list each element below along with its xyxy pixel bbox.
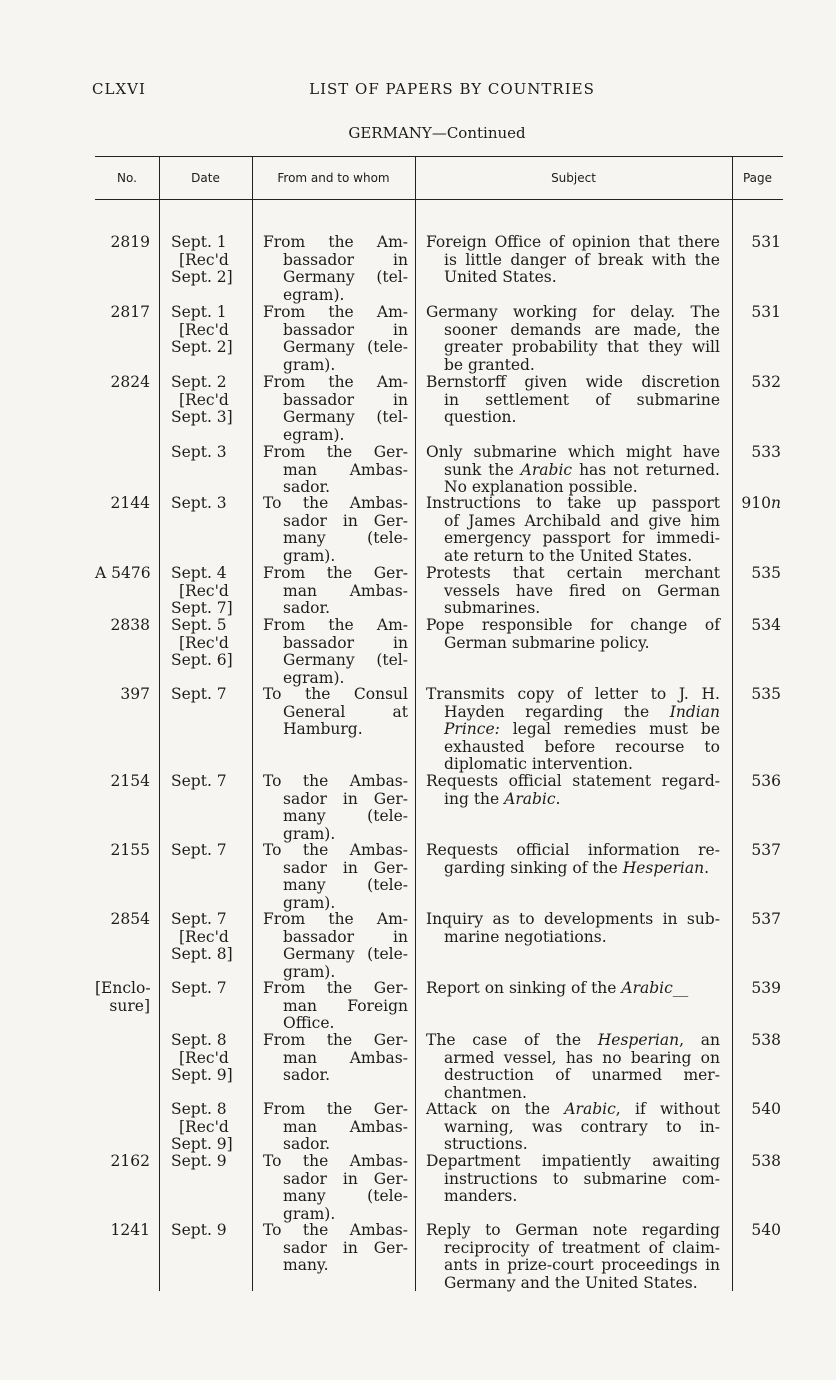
paper-page: 540 bbox=[751, 1221, 781, 1239]
paper-from-to-line: man Ambas- bbox=[283, 581, 408, 600]
paper-subject bbox=[426, 304, 720, 374]
paper-from-to-line: sador. bbox=[283, 1066, 331, 1084]
paper-date-line: Sept. 7 bbox=[171, 910, 227, 928]
paper-number bbox=[95, 980, 150, 1015]
paper-date-line: [Rec'd bbox=[179, 250, 229, 269]
paper-subject-line: ants in prize-court proceedings in bbox=[444, 1256, 721, 1274]
running-head bbox=[92, 80, 782, 102]
paper-from-to-line: From the Am- bbox=[263, 233, 408, 251]
paper-number bbox=[95, 374, 150, 392]
paper-date-line: [Rec'd bbox=[179, 1117, 229, 1136]
paper-from-to-line: sador. bbox=[283, 1135, 331, 1153]
paper-from-to bbox=[263, 842, 408, 912]
paper-from-to-line: Germany (tele- bbox=[283, 945, 408, 963]
paper-subject-line: submarines. bbox=[444, 599, 541, 617]
paper-from-to-line: Hamburg. bbox=[283, 720, 363, 738]
paper-subject bbox=[426, 1222, 720, 1292]
paper-subject-line: Reply to German note regarding bbox=[426, 1221, 720, 1239]
paper-subject-line: Foreign Office of opinion that there bbox=[426, 233, 720, 251]
paper-from-to-line: gram). bbox=[283, 546, 336, 565]
paper-from-to-line: General at bbox=[283, 702, 408, 721]
paper-from-to-line: bassador in bbox=[283, 633, 408, 652]
paper-from-to bbox=[263, 1101, 408, 1154]
paper-date-line: Sept. 4 bbox=[171, 564, 227, 582]
paper-subject bbox=[426, 234, 720, 287]
paper-subject bbox=[426, 686, 720, 774]
paper-from-to-line: sador in Ger- bbox=[283, 511, 408, 530]
paper-number-line: 2162 bbox=[110, 1152, 150, 1170]
paper-from-to-line: gram). bbox=[283, 1204, 336, 1223]
paper-number-line: 2155 bbox=[110, 841, 150, 859]
paper-date-line: [Rec'd bbox=[179, 581, 229, 600]
paper-subject-line: warning, was contrary to in- bbox=[444, 1117, 720, 1136]
paper-page: 539 bbox=[751, 979, 781, 997]
paper-from-to-line: man Ambas- bbox=[283, 1048, 408, 1067]
paper-number bbox=[95, 495, 150, 513]
paper-from-to-line: To the Consul bbox=[263, 685, 408, 703]
paper-subject bbox=[426, 1153, 720, 1206]
column-divider bbox=[415, 156, 416, 1291]
paper-page: 540 bbox=[751, 1100, 781, 1118]
paper-date-line: [Rec'd bbox=[179, 390, 229, 409]
paper-from-to-line: egram). bbox=[283, 285, 345, 304]
paper-subject-line: ate return to the United States. bbox=[444, 546, 693, 565]
paper-subject-line: destruction of unarmed mer- bbox=[444, 1066, 720, 1084]
paper-subject-line: instructions to submarine com- bbox=[444, 1169, 720, 1188]
paper-subject bbox=[426, 617, 720, 652]
paper-from-to bbox=[263, 1032, 408, 1085]
paper-from-to-line: man Ambas- bbox=[283, 1117, 408, 1136]
paper-subject-line: is little danger of break with the bbox=[444, 250, 720, 269]
papers-table bbox=[95, 156, 783, 1291]
paper-from-to-line: many (tele- bbox=[283, 529, 408, 547]
paper-subject-line: chantmen. bbox=[444, 1083, 527, 1102]
paper-subject-line: greater probability that they will bbox=[444, 338, 720, 356]
paper-from-to-line: sador. bbox=[283, 478, 331, 496]
paper-subject-line: manders. bbox=[444, 1187, 518, 1205]
paper-subject bbox=[426, 444, 720, 497]
paper-subject-line: sooner demands are made, the bbox=[444, 320, 720, 339]
paper-date-line: Sept. 8 bbox=[171, 1100, 227, 1118]
paper-date-line: Sept. 1 bbox=[171, 303, 227, 321]
paper-from-to bbox=[263, 234, 408, 304]
page-title: LIST OF PAPERS BY COUNTRIES bbox=[309, 80, 595, 98]
paper-from-to-line: egram). bbox=[283, 425, 345, 444]
paper-number-line: 2819 bbox=[110, 233, 150, 251]
paper-number bbox=[95, 686, 150, 704]
paper-from-to-line: many (tele- bbox=[283, 876, 408, 894]
paper-from-to-line: gram). bbox=[283, 355, 336, 374]
paper-subject bbox=[426, 1032, 720, 1102]
paper-subject-line: structions. bbox=[444, 1135, 528, 1153]
paper-page: 537 bbox=[751, 910, 781, 928]
paper-from-to-line: sador. bbox=[283, 599, 331, 617]
paper-number-line: 2817 bbox=[110, 303, 150, 321]
paper-number-line: 2824 bbox=[110, 373, 150, 391]
paper-subject-line: question. bbox=[444, 408, 517, 426]
paper-subject-line: United States. bbox=[444, 268, 557, 286]
paper-date-line: Sept. 7 bbox=[171, 772, 227, 790]
paper-number bbox=[95, 304, 150, 322]
paper-number-line: [Enclo- bbox=[95, 979, 151, 997]
paper-subject-line: marine negotiations. bbox=[444, 927, 607, 946]
paper-subject-line: vessels have fired on German bbox=[444, 581, 720, 600]
paper-subject-line: Only submarine which might have bbox=[426, 443, 720, 461]
paper-subject-line: ing the Arabic. bbox=[444, 789, 561, 808]
paper-number bbox=[95, 617, 150, 635]
paper-number-line: 2144 bbox=[110, 494, 150, 512]
paper-page: 535 bbox=[751, 564, 781, 582]
paper-subject-line: The case of the Hesperian, an bbox=[426, 1031, 720, 1049]
paper-date-line: Sept. 5 bbox=[171, 616, 227, 634]
paper-from-to-line: sador in Ger- bbox=[283, 789, 408, 808]
paper-from-to bbox=[263, 565, 408, 618]
column-divider bbox=[159, 156, 160, 1291]
paper-page: 531 bbox=[751, 233, 781, 251]
paper-subject-line: exhausted before recourse to bbox=[444, 737, 720, 756]
paper-page: 535 bbox=[751, 685, 781, 703]
paper-from-to-line: Germany (tele- bbox=[283, 338, 408, 356]
paper-subject bbox=[426, 842, 720, 877]
paper-number-line: 2854 bbox=[110, 910, 150, 928]
paper-from-to-line: To the Ambas- bbox=[263, 841, 408, 859]
paper-page: 537 bbox=[751, 841, 781, 859]
paper-number-line: 2838 bbox=[110, 616, 150, 634]
paper-from-to bbox=[263, 374, 408, 444]
paper-from-to-line: Germany (tel- bbox=[283, 268, 408, 286]
paper-from-to bbox=[263, 444, 408, 497]
paper-subject-line: in settlement of submarine bbox=[444, 390, 720, 409]
paper-number bbox=[95, 1153, 150, 1171]
paper-from-to-line: bassador in bbox=[283, 250, 408, 269]
paper-from-to bbox=[263, 911, 408, 981]
paper-date-line: [Rec'd bbox=[179, 1048, 229, 1067]
paper-page: 533 bbox=[751, 443, 781, 461]
paper-subject bbox=[426, 565, 720, 618]
paper-from-to bbox=[263, 686, 408, 739]
paper-subject-line: emergency passport for immedi- bbox=[444, 529, 720, 547]
paper-subject-line: Attack on the Arabic, if without bbox=[426, 1100, 721, 1118]
paper-date-line: Sept. 9 bbox=[171, 1221, 227, 1239]
paper-from-to-line: sador in Ger- bbox=[283, 1169, 408, 1188]
column-header-date: Date bbox=[191, 171, 220, 185]
paper-date-line: [Rec'd bbox=[179, 927, 229, 946]
paper-subject-line: Report on sinking of the Arabic__ bbox=[426, 979, 689, 997]
paper-date-line: Sept. 7] bbox=[171, 599, 233, 617]
paper-from-to-line: sador in Ger- bbox=[283, 1238, 408, 1257]
paper-subject-line: Pope responsible for change of bbox=[426, 616, 720, 634]
paper-page: 532 bbox=[751, 373, 781, 391]
column-header-subject: Subject bbox=[551, 171, 596, 185]
paper-subject-line: Inquiry as to developments in sub- bbox=[426, 910, 720, 928]
paper-date-line: Sept. 8 bbox=[171, 1031, 227, 1049]
paper-page: 910n bbox=[741, 494, 781, 512]
paper-page: 536 bbox=[751, 772, 781, 790]
paper-from-to-line: many. bbox=[283, 1256, 329, 1274]
paper-from-to-line: gram). bbox=[283, 824, 336, 843]
paper-date-line: Sept. 3 bbox=[171, 494, 227, 512]
paper-from-to-line: Germany (tel- bbox=[283, 408, 408, 426]
paper-subject-line: sunk the Arabic has not returned. bbox=[444, 460, 720, 479]
paper-date-line: Sept. 2] bbox=[171, 338, 233, 356]
paper-from-to bbox=[263, 304, 408, 374]
paper-from-to-line: egram). bbox=[283, 668, 345, 687]
paper-subject-line: diplomatic intervention. bbox=[444, 755, 633, 773]
paper-from-to-line: Office. bbox=[283, 1014, 335, 1032]
paper-subject bbox=[426, 495, 720, 565]
paper-subject-line: of James Archibald and give him bbox=[444, 511, 720, 530]
section-heading: GERMANY—Continued bbox=[348, 124, 526, 142]
paper-from-to-line: From the Ger- bbox=[263, 443, 408, 461]
paper-date-line: Sept. 8] bbox=[171, 945, 233, 963]
page-folio: CLXVI bbox=[92, 80, 146, 98]
paper-from-to-line: bassador in bbox=[283, 320, 408, 339]
paper-subject-line: reciprocity of treatment of claim- bbox=[444, 1238, 721, 1257]
paper-subject-line: Germany and the United States. bbox=[444, 1273, 698, 1292]
paper-from-to-line: bassador in bbox=[283, 927, 408, 946]
paper-from-to-line: From the Ger- bbox=[263, 564, 408, 582]
paper-date-line: Sept. 7 bbox=[171, 685, 227, 703]
paper-page: 531 bbox=[751, 303, 781, 321]
paper-date-line: Sept. 7 bbox=[171, 979, 227, 997]
paper-from-to-line: many (tele- bbox=[283, 1187, 408, 1205]
column-divider bbox=[732, 156, 733, 1291]
paper-subject bbox=[426, 911, 720, 946]
paper-from-to-line: man Foreign bbox=[283, 996, 408, 1015]
paper-subject bbox=[426, 773, 720, 808]
paper-date-line: [Rec'd bbox=[179, 320, 229, 339]
paper-from-to-line: From the Am- bbox=[263, 616, 408, 634]
paper-from-to-line: To the Ambas- bbox=[263, 494, 408, 512]
paper-from-to-line: gram). bbox=[283, 962, 336, 981]
paper-number-line: 397 bbox=[120, 685, 150, 703]
paper-subject-line: Requests official statement regard- bbox=[426, 772, 720, 790]
paper-number bbox=[95, 565, 150, 583]
paper-subject-line: garding sinking of the Hesperian. bbox=[444, 858, 710, 877]
column-header-page: Page bbox=[742, 171, 773, 185]
paper-date-line: Sept. 2 bbox=[171, 373, 227, 391]
paper-subject-line: Hayden regarding the Indian bbox=[444, 702, 720, 721]
paper-number-line: 2154 bbox=[110, 772, 150, 790]
paper-date-line: Sept. 3 bbox=[171, 443, 227, 461]
paper-subject-line: Transmits copy of letter to J. H. bbox=[426, 685, 720, 703]
paper-from-to-line: From the Ger- bbox=[263, 979, 408, 997]
paper-number bbox=[95, 1222, 150, 1240]
paper-from-to-line: many (tele- bbox=[283, 807, 408, 825]
paper-from-to-line: To the Ambas- bbox=[263, 772, 408, 790]
paper-subject-line: Protests that certain merchant bbox=[426, 564, 720, 582]
paper-subject-line: Bernstorff given wide discretion bbox=[426, 373, 720, 391]
paper-subject bbox=[426, 374, 720, 427]
paper-date-line: Sept. 2] bbox=[171, 268, 233, 286]
paper-from-to bbox=[263, 1153, 408, 1223]
paper-from-to-line: From the Am- bbox=[263, 910, 408, 928]
paper-subject-line: Department impatiently awaiting bbox=[426, 1152, 720, 1170]
paper-subject-line: Instructions to take up passport bbox=[426, 494, 720, 512]
paper-from-to-line: Germany (tel- bbox=[283, 651, 408, 669]
column-header-from-to: From and to whom bbox=[277, 171, 390, 185]
paper-from-to-line: gram). bbox=[283, 893, 336, 912]
paper-subject-line: German submarine policy. bbox=[444, 633, 650, 652]
paper-from-to-line: From the Am- bbox=[263, 373, 408, 391]
paper-subject-line: armed vessel, has no bearing on bbox=[444, 1048, 720, 1067]
paper-subject-line: No explanation possible. bbox=[444, 478, 638, 496]
paper-subject-line: Prince: legal remedies must be bbox=[444, 720, 721, 738]
paper-number bbox=[95, 842, 150, 860]
paper-date-line: Sept. 9] bbox=[171, 1135, 233, 1153]
paper-from-to-line: From the Am- bbox=[263, 303, 408, 321]
paper-from-to-line: man Ambas- bbox=[283, 460, 408, 479]
column-header-no: No. bbox=[117, 171, 137, 185]
paper-from-to bbox=[263, 495, 408, 565]
paper-subject-line: Germany working for delay. The bbox=[426, 303, 721, 321]
paper-from-to bbox=[263, 1222, 408, 1275]
paper-from-to bbox=[263, 773, 408, 843]
paper-from-to-line: bassador in bbox=[283, 390, 408, 409]
paper-number-line: 1241 bbox=[110, 1221, 150, 1239]
paper-date-line: Sept. 9] bbox=[171, 1066, 233, 1084]
paper-date-line: Sept. 6] bbox=[171, 651, 233, 669]
paper-from-to-line: To the Ambas- bbox=[263, 1152, 408, 1170]
paper-date-line: Sept. 9 bbox=[171, 1152, 227, 1170]
paper-date-line: [Rec'd bbox=[179, 633, 229, 652]
paper-number bbox=[95, 911, 150, 929]
paper-number bbox=[95, 773, 150, 791]
paper-page: 538 bbox=[751, 1031, 781, 1049]
paper-number-line: sure] bbox=[109, 996, 150, 1015]
paper-subject bbox=[426, 980, 720, 998]
paper-from-to-line: To the Ambas- bbox=[263, 1221, 408, 1239]
paper-number-line: A 5476 bbox=[95, 564, 151, 582]
paper-from-to-line: sador in Ger- bbox=[283, 858, 408, 877]
paper-number bbox=[95, 234, 150, 252]
paper-from-to bbox=[263, 617, 408, 687]
paper-from-to-line: From the Ger- bbox=[263, 1100, 408, 1118]
paper-date-line: Sept. 1 bbox=[171, 233, 227, 251]
paper-date-line: Sept. 3] bbox=[171, 408, 233, 426]
paper-subject-line: be granted. bbox=[444, 355, 535, 374]
paper-page: 534 bbox=[751, 616, 781, 634]
paper-subject-line: Requests official information re- bbox=[426, 841, 720, 859]
paper-date-line: Sept. 7 bbox=[171, 841, 227, 859]
paper-from-to-line: From the Ger- bbox=[263, 1031, 408, 1049]
paper-page: 538 bbox=[751, 1152, 781, 1170]
paper-from-to bbox=[263, 980, 408, 1033]
paper-subject bbox=[426, 1101, 720, 1154]
